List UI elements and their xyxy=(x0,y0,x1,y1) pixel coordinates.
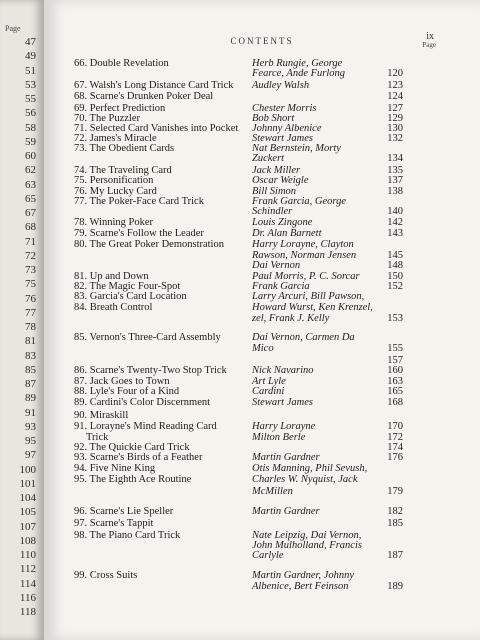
entry-page-number: 142 xyxy=(387,217,403,228)
entry-page-number: 189 xyxy=(387,581,403,592)
left-page-number: 73 xyxy=(25,264,36,276)
entry-author: Nick Navarino xyxy=(252,365,314,376)
left-page-number: 77 xyxy=(25,306,36,319)
entry-author: Oscar Weigle xyxy=(252,175,309,186)
entry-author: Harry Lorayne xyxy=(252,421,316,432)
left-page-number: 75 xyxy=(25,278,36,291)
left-page-number: 49 xyxy=(25,50,36,63)
entry-title: 82. The Magic Four-Spot xyxy=(74,281,181,292)
left-page-number: 56 xyxy=(25,107,36,120)
entry-page-number: 176 xyxy=(387,452,403,463)
left-page-number: 87 xyxy=(25,378,36,390)
entry-author: Dr. Alan Barnett xyxy=(252,228,322,239)
entry-title: 80. The Great Poker Demonstration xyxy=(74,239,224,250)
entry-title: 99. Cross Suits xyxy=(74,570,138,581)
left-page-number: 95 xyxy=(25,435,36,447)
entry-page-number: 127 xyxy=(387,103,403,114)
entry-page-number: 130 xyxy=(387,123,403,134)
left-page xyxy=(0,0,44,640)
entry-title: 71. Selected Card Vanishes into Pocket xyxy=(74,123,239,134)
entry-title: 92. The Quickie Card Trick xyxy=(74,442,190,453)
entry-page-number: 185 xyxy=(387,518,403,529)
entry-author: Dai Vernon, Carmen Da xyxy=(252,332,355,343)
left-page-number: 76 xyxy=(25,292,36,305)
left-page-number: 78 xyxy=(25,321,36,333)
entry-page-number: 165 xyxy=(387,386,403,397)
left-page-number: 118 xyxy=(19,606,36,618)
entry-author: Stewart James xyxy=(252,397,313,408)
left-page-number: 59 xyxy=(25,135,36,148)
entry-author: Martin Gardner xyxy=(252,452,320,463)
left-page-number: 71 xyxy=(25,235,36,248)
entry-author: Martin Gardner xyxy=(252,506,320,517)
entry-author: Howard Wurst, Ken Krenzel, xyxy=(252,302,373,313)
entry-author: Johnny Albenice xyxy=(252,123,322,134)
entry-title: 79. Scarne's Follow the Leader xyxy=(74,228,204,239)
entry-author: Carlyle xyxy=(252,550,284,561)
entry-author: Charles W. Nyquist, Jack xyxy=(252,474,358,485)
entry-author: Albenice, Bert Feinson xyxy=(252,581,349,592)
entry-page-number: 129 xyxy=(387,113,403,124)
entry-title: 98. The Piano Card Trick xyxy=(74,530,181,541)
entry-author: Zuckert xyxy=(252,153,285,164)
left-page-number: 60 xyxy=(25,150,36,162)
left-page-number: 112 xyxy=(19,563,36,576)
entry-author: Milton Berle xyxy=(252,432,306,443)
entry-title: 78. Winning Poker xyxy=(74,217,154,228)
entry-title: 69. Perfect Prediction xyxy=(74,103,166,114)
entry-page-number: 138 xyxy=(387,186,403,197)
entry-page-number: 179 xyxy=(387,486,403,497)
entry-author: Bob Short xyxy=(252,113,295,124)
left-page-number: 47 xyxy=(25,36,36,48)
entry-title: 68. Scarne's Drunken Poker Deal xyxy=(74,91,214,102)
entry-title: 66. Double Revelation xyxy=(74,58,169,69)
entry-author: Rawson, Norman Jensen xyxy=(252,250,357,261)
entry-author: zel, Frank J. Kelly xyxy=(252,313,330,324)
entry-title: 95. The Eighth Ace Routine xyxy=(74,474,192,485)
entry-title: 81. Up and Down xyxy=(74,271,149,282)
entry-title: 70. The Puzzler xyxy=(74,113,140,124)
entry-page-number: 153 xyxy=(387,313,403,324)
entry-title: 89. Cardini's Color Discernment xyxy=(74,397,211,408)
left-page-number: 91 xyxy=(25,406,36,419)
entry-author: Harry Lorayne, Clayton xyxy=(252,239,354,250)
entry-author: Audley Walsh xyxy=(252,80,310,91)
left-page-number: 101 xyxy=(19,477,36,490)
left-page-number: 107 xyxy=(19,520,36,533)
entry-title: 84. Breath Control xyxy=(74,302,153,313)
page-number-roman: ix xyxy=(426,31,434,42)
entry-page-number: 148 xyxy=(387,260,403,271)
entry-page-number: 124 xyxy=(387,91,403,102)
entry-page-number: 155 xyxy=(387,343,403,354)
left-page-number: 85 xyxy=(25,363,36,376)
left-page-number: 72 xyxy=(25,249,36,262)
entry-author: Frank Garcia, George xyxy=(252,196,346,207)
left-page-number: 114 xyxy=(19,577,36,590)
left-page-number: 58 xyxy=(25,121,36,134)
entry-title: 73. The Obedient Cards xyxy=(74,143,175,154)
entry-title: 77. The Poker-Face Card Trick xyxy=(74,196,204,207)
entry-title: 90. Miraskill xyxy=(74,410,129,421)
entry-author: Art Lyle xyxy=(252,376,286,387)
entry-title: 88. Lyle's Four of a Kind xyxy=(74,386,180,397)
entry-author: Cardini xyxy=(252,386,285,397)
left-page-number: 104 xyxy=(19,492,36,504)
entry-author: Larry Arcuri, Bill Pawson, xyxy=(252,291,365,302)
entry-title: 96. Scarne's Lie Speller xyxy=(74,506,174,517)
entry-author: Nat Bernstein, Morty xyxy=(252,143,341,154)
entry-author: Mico xyxy=(252,343,274,354)
entry-author: Martin Gardner, Johnny xyxy=(252,570,354,581)
left-page-number: 65 xyxy=(25,192,36,205)
entry-title: 97. Scarne's Tappit xyxy=(74,518,154,529)
entry-author: McMillen xyxy=(252,486,293,497)
left-page-number: 68 xyxy=(25,221,36,234)
entry-page-number: 150 xyxy=(387,271,403,282)
entry-page-number: 152 xyxy=(387,281,403,292)
entry-page-number: 168 xyxy=(387,397,403,408)
left-page-number: 110 xyxy=(19,549,36,561)
entry-page-number: 132 xyxy=(387,133,403,144)
entry-page-number: 157 xyxy=(387,355,403,366)
entry-title: 76. My Lucky Card xyxy=(74,186,157,197)
entry-page-number: 163 xyxy=(387,376,403,387)
entry-author: Stewart James xyxy=(252,133,313,144)
entry-author: Otis Manning, Phil Sevush, xyxy=(252,463,368,474)
entry-author: Fearce, Ande Furlong xyxy=(252,68,346,79)
entry-page-number: 120 xyxy=(387,68,403,79)
left-page-number: 53 xyxy=(25,78,36,91)
entry-title: 91. Lorayne's Mind Reading Card xyxy=(74,421,217,432)
entry-author: Dai Vernon xyxy=(252,260,301,271)
entry-page-number: 135 xyxy=(387,165,403,176)
left-page-number: 62 xyxy=(25,164,36,177)
entry-title: 83. Garcia's Card Location xyxy=(74,291,187,302)
left-page-number: 81 xyxy=(25,335,36,348)
entry-author: Herb Rungie, George xyxy=(252,58,343,69)
entry-author: Louis Zingone xyxy=(252,217,313,228)
entry-author: Frank Garcia xyxy=(252,281,310,292)
entry-page-number: 172 xyxy=(387,432,403,443)
entry-page-number: 140 xyxy=(387,206,403,217)
entry-page-number: 174 xyxy=(387,442,403,453)
left-page-number: 51 xyxy=(25,64,36,77)
entry-title: Trick xyxy=(86,432,109,443)
entry-author: John Mulholland, Francis xyxy=(252,540,362,551)
left-page-number: 108 xyxy=(19,534,36,547)
left-page-number: 97 xyxy=(25,449,36,462)
entry-page-number: 123 xyxy=(387,80,403,91)
entry-page-number: 160 xyxy=(387,365,403,376)
left-page-number: 100 xyxy=(19,463,36,476)
entry-page-number: 187 xyxy=(387,550,403,561)
left-page-number: 63 xyxy=(25,178,36,191)
left-page-number: 105 xyxy=(19,506,36,519)
left-page-number: 89 xyxy=(25,392,36,405)
left-page-number: 116 xyxy=(19,591,36,604)
entry-page-number: 182 xyxy=(387,506,403,517)
left-page-number: 55 xyxy=(25,93,36,105)
entry-author: Paul Morris, P. C. Sorcar xyxy=(252,271,360,282)
left-page-label: Page xyxy=(5,24,21,33)
left-page-number: 83 xyxy=(25,349,36,362)
entry-title: 67. Walsh's Long Distance Card Trick xyxy=(74,80,234,91)
entry-page-number: 137 xyxy=(387,175,403,186)
entry-title: 85. Vernon's Three-Card Assembly xyxy=(74,332,221,343)
entry-title: 93. Scarne's Birds of a Feather xyxy=(74,452,203,463)
left-page-number: 67 xyxy=(25,207,36,219)
contents-page xyxy=(44,0,480,640)
left-page-number: 93 xyxy=(25,420,36,433)
entry-author: Nate Leipzig, Dai Vernon, xyxy=(252,530,362,541)
entry-author: Bill Simon xyxy=(252,186,297,197)
page-title: CONTENTS xyxy=(230,36,294,46)
entry-author: Jack Miller xyxy=(252,165,301,176)
entry-page-number: 134 xyxy=(387,153,403,164)
entry-author: Schindler xyxy=(252,206,293,217)
entry-title: 87. Jack Goes to Town xyxy=(74,376,170,387)
entry-page-number: 145 xyxy=(387,250,403,261)
entry-title: 94. Five Nine King xyxy=(74,463,156,474)
entry-title: 86. Scarne's Twenty-Two Stop Trick xyxy=(74,365,227,376)
entry-title: 74. The Traveling Card xyxy=(74,165,172,176)
entry-page-number: 170 xyxy=(387,421,403,432)
entry-page-number: 143 xyxy=(387,228,403,239)
page-column-label: Page xyxy=(422,41,436,49)
entry-author: Chester Morris xyxy=(252,103,317,114)
entry-title: 75. Personification xyxy=(74,175,154,186)
entry-title: 72. James's Miracle xyxy=(74,133,157,144)
